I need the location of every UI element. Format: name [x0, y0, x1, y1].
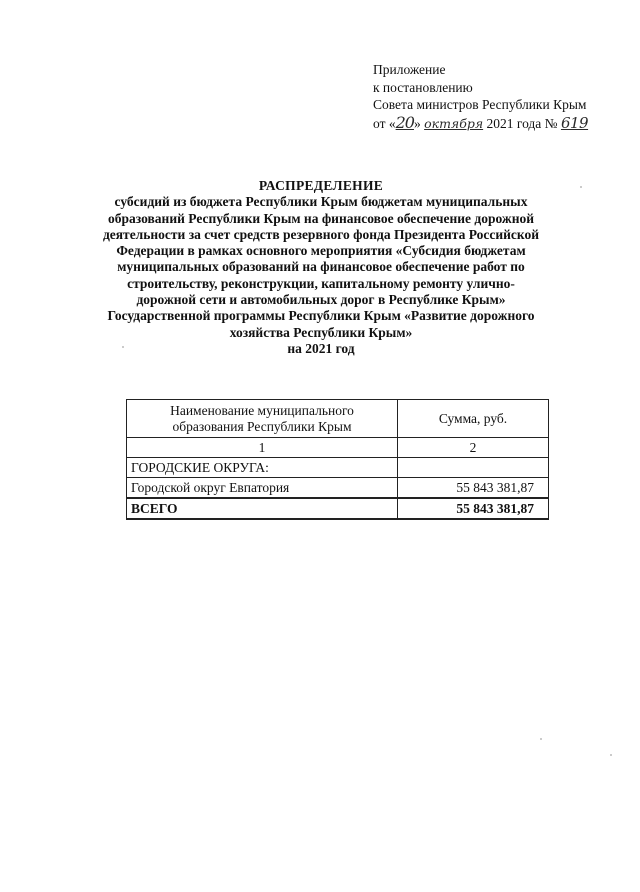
- column-number-row: [127, 438, 549, 458]
- column-number-2: 2: [398, 438, 549, 458]
- title-year: на 2021 год: [287, 340, 355, 356]
- table-header-row: [127, 400, 549, 438]
- table-row: [127, 478, 549, 499]
- section-empty-cell: [398, 458, 549, 478]
- header-col-name-line2: образования Республики Крым: [172, 418, 352, 434]
- attachment-label: Приложение: [373, 62, 446, 77]
- header-col-name-line1: Наименование муниципального: [170, 402, 354, 418]
- date-prefix: от «: [373, 115, 396, 131]
- attachment-council: Совета министров Республики Крым: [373, 97, 587, 112]
- header-col-name: [127, 400, 398, 438]
- document-title: [100, 178, 542, 357]
- title-heading: РАСПРЕДЕЛЕНИЕ: [258, 178, 384, 193]
- handwritten-day: 20: [395, 112, 414, 132]
- row-amount: 55 843 381,87: [398, 478, 549, 499]
- total-amount: 55 843 381,87: [398, 498, 549, 519]
- header-col-amount: Сумма, руб.: [398, 400, 549, 438]
- handwritten-month: октября: [424, 115, 484, 131]
- distribution-table: [126, 399, 549, 520]
- attachment-date-line: [373, 114, 635, 133]
- scan-speck: [122, 346, 124, 348]
- date-year: 2021 года №: [483, 115, 561, 131]
- date-mid: »: [413, 115, 425, 131]
- attachment-resolution: к постановлению: [373, 79, 473, 95]
- section-label: ГОРОДСКИЕ ОКРУГА:: [127, 458, 398, 478]
- scan-speck: [580, 186, 582, 188]
- row-name: Городской округ Евпатория: [127, 478, 398, 499]
- attachment-block: [373, 61, 635, 132]
- scan-speck: [540, 738, 542, 740]
- title-body: субсидий из бюджета Республики Крым бюджетам муниципальных образований Республики Крым на финансовое обеспечение дорожной деятельности за счет средств резервного фонда Президента Российской Федерации в рамках основного мероприятия «Субсидия бюджетам муниципальных образований на финансовое обеспечение работ по строительству, реконструкции, капитальному ремонту улично-дорожной сети и автомобильных дорог в Республике Крым» Государственной программы Республики Крым «Развитие дорожного хозяйства Республики Крым»: [102, 194, 540, 340]
- section-row: [127, 458, 549, 478]
- total-label: ВСЕГО: [127, 498, 398, 519]
- handwritten-number: 619: [560, 113, 589, 132]
- column-number-1: 1: [127, 438, 398, 458]
- scan-speck: [610, 754, 612, 756]
- total-row: [127, 498, 549, 519]
